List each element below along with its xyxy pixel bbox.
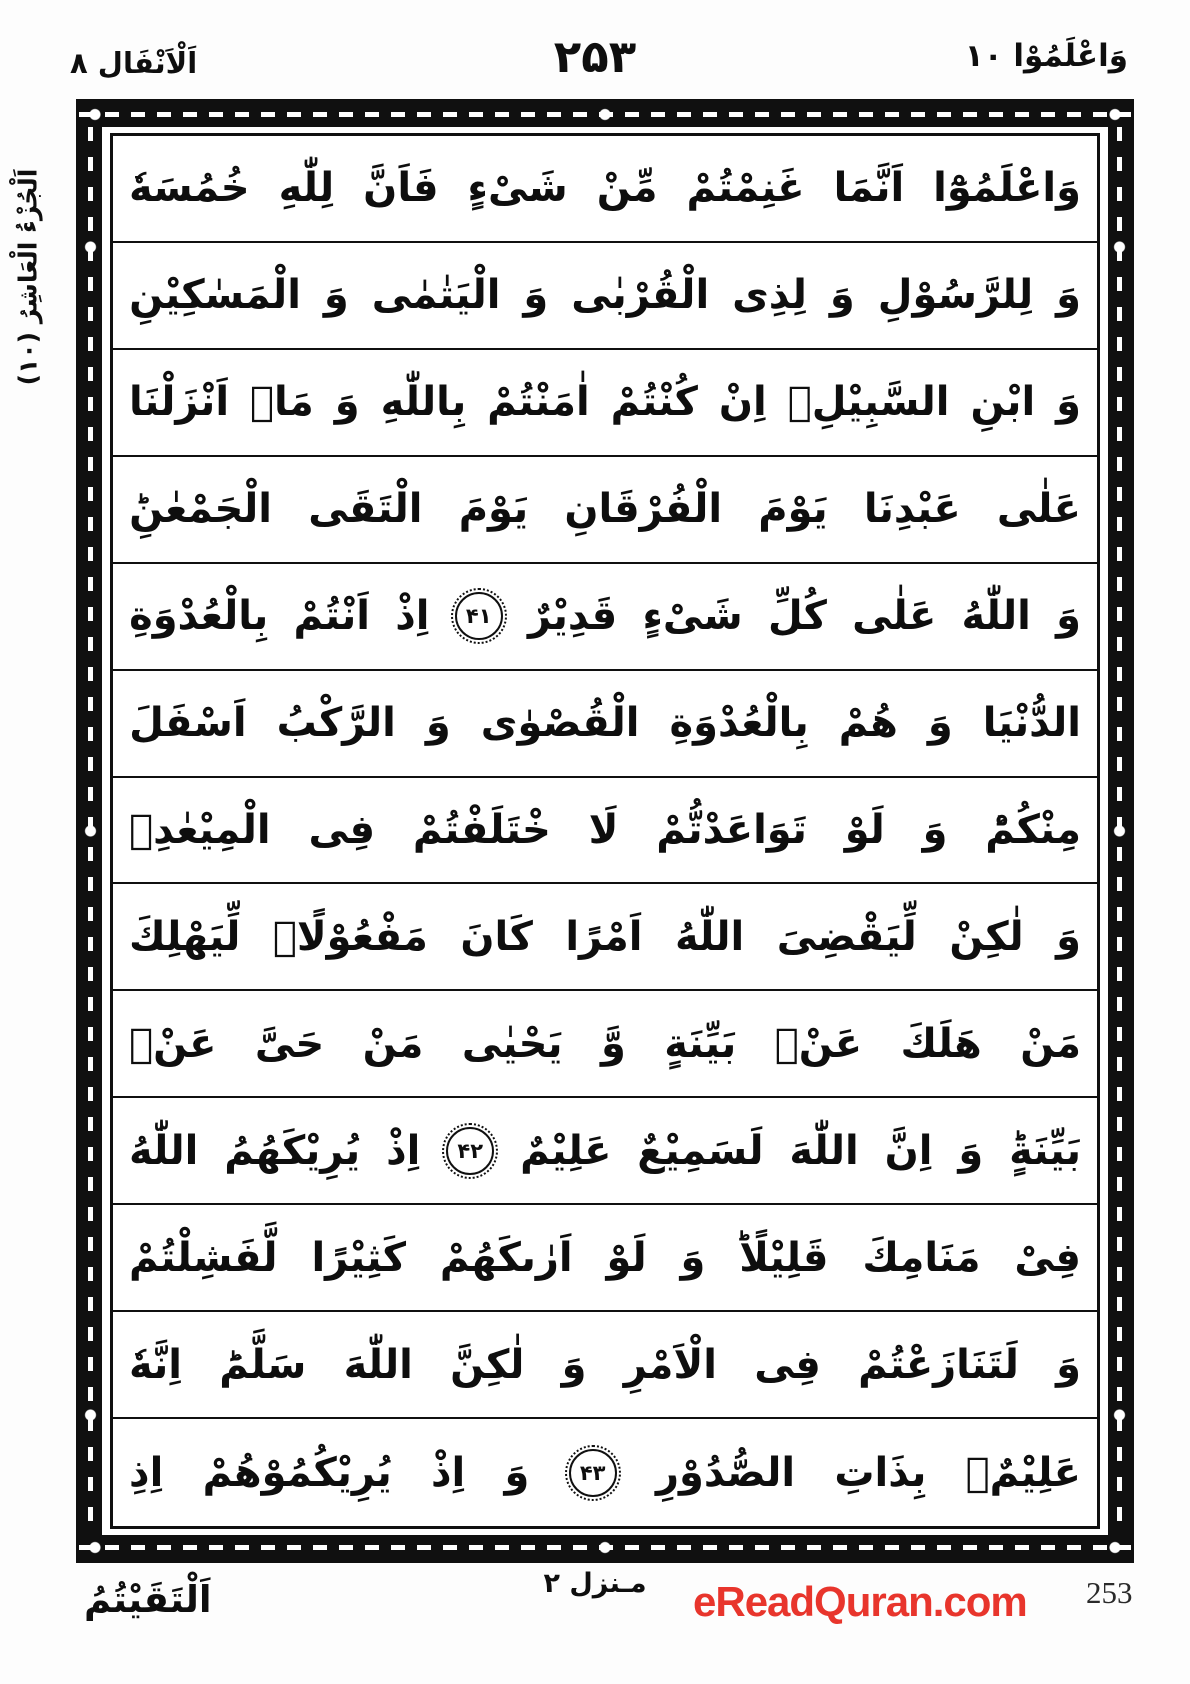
quran-word: اَسْفَلَ (129, 700, 247, 747)
quran-word: وَ (561, 1341, 587, 1388)
quran-word: اِذْ (431, 1449, 466, 1496)
catchword: اَلْتَقَیْتُمُ (84, 1578, 212, 1621)
quran-line (113, 991, 1097, 1098)
quran-word: اِذْ (386, 1127, 421, 1174)
quran-word: عَلِیْمٌۢ (965, 1449, 1081, 1496)
quran-word: السَّبِیْلِۙ (787, 379, 950, 426)
ayah-number-marker: ۴۱ (455, 592, 503, 640)
margin-juz-note-text: اَلْجُزْءُ الْعَاشِرُ (۱۰) (13, 168, 43, 386)
quran-word: بَیِّنَةٍ (664, 1020, 737, 1067)
quran-word: الْیَتٰمٰی (371, 272, 501, 319)
quran-word: اَنْزَلْنَا (129, 379, 230, 426)
quran-word: لَوْ (844, 806, 885, 853)
quran-word: وَ (334, 379, 360, 426)
quran-word: كَثِیْرًا (311, 1234, 406, 1281)
border-ornament-top (79, 102, 1131, 127)
quran-word: لِّیَقْضِیَ (776, 913, 917, 960)
quran-word: یُرِیْكَهُمُ (224, 1127, 361, 1174)
manzil-label: مـنزل ۲ (543, 1568, 647, 1599)
quran-word: اللّٰهُ (674, 913, 745, 960)
watermark-logo: eReadQuran.com (693, 1578, 1027, 1625)
quran-word: اَنَّمَا (833, 165, 905, 212)
quran-word: یُرِیْكُمُوْهُمْ (202, 1449, 392, 1496)
quran-word: وَ (1056, 379, 1081, 426)
quran-word: خُمُسَهٗ (129, 165, 250, 212)
quran-word: عَنْۢ (129, 1020, 217, 1067)
quran-word: لَّفَشِلْتُمْ (129, 1234, 278, 1281)
quran-word: فِیْ (1014, 1234, 1081, 1281)
quran-word: تَوَاعَدْتُّمْ (656, 806, 807, 853)
quran-word: سَلَّمَؕ (219, 1341, 307, 1388)
header-juz-label: وَاعْلَمُوْا ۱۰ (964, 38, 1128, 74)
quran-word: لَتَنَازَعْتُمْ (858, 1341, 1019, 1388)
quran-word: اِنْ (718, 379, 767, 426)
quran-line (113, 350, 1097, 457)
quran-word: مَنْ (362, 1020, 424, 1067)
quran-word: لِذِی (732, 272, 807, 319)
quran-word: الْاَمْرِ (623, 1341, 717, 1388)
quran-word: هُمْ (838, 700, 898, 747)
quran-word: عَلِیْمٌ (520, 1127, 612, 1174)
quran-word: الرَّكْبُ (276, 700, 396, 747)
quran-line (113, 564, 1097, 671)
quran-line (113, 136, 1097, 243)
quran-word: فِی (754, 1341, 821, 1388)
quran-word: وَ (523, 272, 549, 319)
quran-word: لِلّٰهِ (278, 165, 335, 212)
quran-line (113, 671, 1097, 778)
quran-word: الْمِیْعٰدِۙ (129, 806, 271, 853)
quran-word: كُلِّ (767, 593, 827, 640)
margin-juz-note (4, 112, 52, 442)
quran-word: لٰكِنَّ (450, 1341, 525, 1388)
quran-word: وَ (1056, 913, 1081, 960)
quran-text-block (110, 133, 1100, 1529)
quran-word: الْمَسٰكِیْنِ (129, 272, 301, 319)
quran-word: الْفُرْقَانِ (564, 486, 723, 533)
quran-word: بِالْعُدْوَةِ (669, 700, 809, 747)
quran-word: اللّٰهَ (343, 1341, 413, 1388)
quran-word: قَدِیْرٌ (527, 593, 618, 640)
quran-word: شَیْءٍ (467, 165, 568, 212)
quran-word: بَیِّنَةٍؕ (1009, 1127, 1081, 1174)
quran-word: یَوْمَ (758, 486, 828, 533)
page-frame (76, 99, 1134, 1563)
header-surah-label: اَلْاَنْفَال ۸ (70, 46, 198, 80)
quran-line (113, 457, 1097, 564)
quran-word: كَانَ (460, 913, 533, 960)
quran-word: وَ (425, 700, 451, 747)
quran-word: شَیْءٍ (642, 593, 743, 640)
quran-word: وَّ (600, 1020, 626, 1067)
quran-word: عَلٰی (996, 486, 1081, 533)
quran-word: فِی (308, 806, 376, 853)
quran-word: اَمْرًا (565, 913, 643, 960)
quran-line (113, 243, 1097, 350)
quran-word: مِنْكُمْؕ (985, 806, 1081, 853)
quran-line (113, 1205, 1097, 1312)
quran-word: وَ (922, 806, 948, 853)
quran-word: الدُّنْیَا (982, 700, 1081, 747)
quran-word: اِذِ (129, 1449, 164, 1496)
quran-word: وَ (504, 1449, 530, 1496)
quran-word: اَرٰىكَهُمْ (439, 1234, 573, 1281)
page-number-latin: 253 (1086, 1575, 1133, 1610)
quran-word: بِاللّٰهِ (380, 379, 467, 426)
quran-word: مَنْ (1020, 1020, 1081, 1067)
quran-line (113, 1419, 1097, 1526)
quran-word: وَاعْلَمُوْٓا (933, 165, 1081, 212)
quran-word: وَ (680, 1234, 706, 1281)
quran-word: وَ (1056, 1341, 1081, 1388)
quran-word: یَحْیٰی (461, 1020, 563, 1067)
quran-word: بِالْعُدْوَةِ (129, 593, 269, 640)
quran-word: وَ (958, 1127, 984, 1174)
quran-word: لِّیَهْلِكَ (129, 913, 241, 960)
quran-word: لَا (588, 806, 619, 853)
quran-word: اللّٰهُ (129, 1127, 199, 1174)
quran-word: وَ (1056, 272, 1081, 319)
quran-word: وَ (927, 700, 953, 747)
quran-word: كُنْتُمْ (610, 379, 698, 426)
quran-word: اِنَّ (884, 1127, 933, 1174)
quran-line (113, 1098, 1097, 1205)
quran-word: هَلَكَ (900, 1020, 982, 1067)
quran-word: وَ (323, 272, 349, 319)
ayah-number-marker: ۴۳ (569, 1449, 617, 1497)
quran-line (113, 884, 1097, 991)
quran-word: الْقُرْبٰی (571, 272, 710, 319)
quran-word: عَلٰی (852, 593, 937, 640)
quran-word: لٰكِنْ (949, 913, 1024, 960)
quran-line (113, 778, 1097, 885)
quran-word: خْتَلَفْتُمْ (412, 806, 551, 853)
quran-word: مِّنْ (596, 165, 658, 212)
border-ornament-right (1108, 127, 1131, 1535)
quran-line (113, 1312, 1097, 1419)
quran-word: اَنْتُمْ (293, 593, 370, 640)
quran-word: وَ (829, 272, 855, 319)
quran-word: اللّٰهَ (789, 1127, 859, 1174)
quran-word: الْقُصْوٰی (480, 700, 640, 747)
ayah-number-marker: ۴۲ (446, 1127, 494, 1175)
quran-word: ابْنِ (970, 379, 1036, 426)
border-ornament-bottom (79, 1535, 1131, 1560)
quran-word: لَوْ (606, 1234, 647, 1281)
quran-word: اللّٰهُ (961, 593, 1031, 640)
quran-word: لَسَمِیْعٌ (637, 1127, 764, 1174)
quran-word: اِنَّهٗ (129, 1341, 183, 1388)
quran-word: اٰمَنْتُمْ (487, 379, 590, 426)
quran-word: غَنِمْتُمْ (686, 165, 805, 212)
quran-word: مَاۤ (249, 379, 314, 426)
quran-word: مَفْعُوْلًاۙ (272, 913, 428, 960)
quran-word: اِذْ (395, 593, 430, 640)
quran-word: وَ (1056, 593, 1081, 640)
quran-word: الصُّدُوْرِ (655, 1449, 796, 1496)
quran-word: لِلرَّسُوْلِ (877, 272, 1034, 319)
border-ornament-left (79, 127, 102, 1535)
quran-word: الْجَمْعٰنِؕ (129, 486, 273, 533)
quran-word: عَنْۢ (774, 1020, 863, 1067)
quran-word: حَیَّ (254, 1020, 325, 1067)
quran-word: مَنَامِكَ (862, 1234, 981, 1281)
quran-word: فَاَنَّ (363, 165, 439, 212)
quran-word: قَلِیْلًاؕ (739, 1234, 829, 1281)
quran-word: عَبْدِنَا (863, 486, 961, 533)
quran-word: یَوْمَ (458, 486, 529, 533)
quran-word: الْتَقَی (308, 486, 423, 533)
header-page-number: ۲۵۳ (553, 30, 637, 83)
quran-word: بِذَاتِ (834, 1449, 927, 1496)
